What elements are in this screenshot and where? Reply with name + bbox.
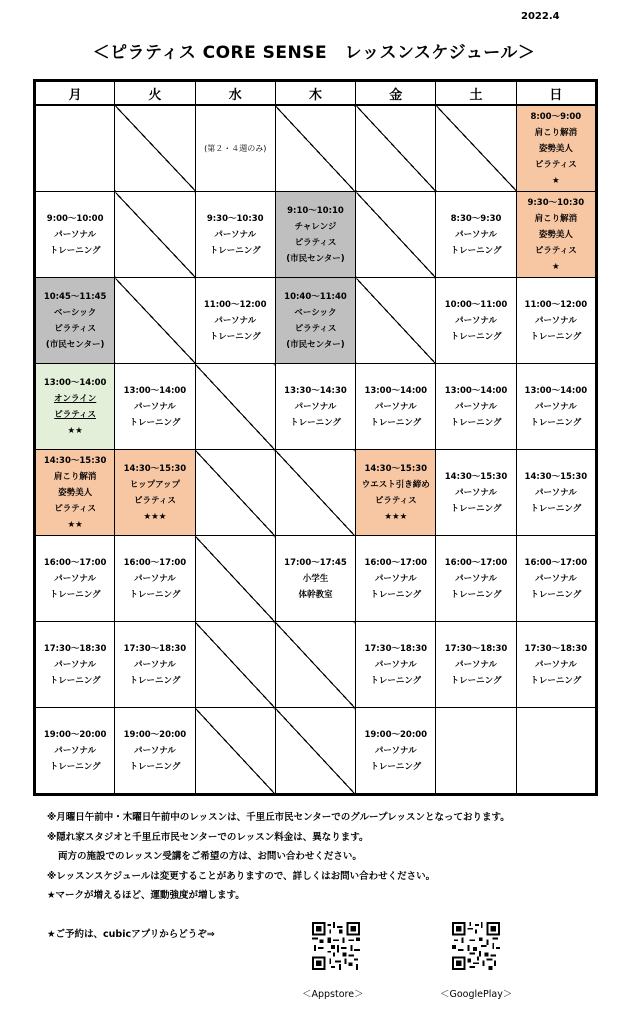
appstore-label: ＜Appstore＞: [302, 989, 364, 1000]
schedule-cell-lesson: [35, 450, 115, 536]
schedule-cell-closed: [195, 536, 275, 622]
lesson-time: 10:40～11:40: [284, 291, 347, 302]
schedule-row: [35, 450, 597, 536]
lesson-name: パーソナル: [294, 401, 337, 412]
page-title: ＜ピラティス CORE SENSE レッスンスケジュール＞: [92, 43, 536, 63]
day-header-mon: 月: [35, 81, 115, 106]
lesson-name: ピラティス: [294, 237, 337, 248]
lesson-time: 17:30～18:30: [444, 643, 508, 654]
lesson-time: 13:00～14:00: [364, 385, 428, 396]
lesson-name: ピラティス: [54, 323, 97, 334]
intensity-stars: ★★: [67, 519, 83, 530]
lesson-time: 9:30～10:30: [206, 213, 264, 224]
schedule-cell-lesson: [436, 622, 516, 708]
lesson-name: トレーニング: [209, 331, 261, 342]
lesson-name: パーソナル: [374, 745, 417, 756]
lesson-name: トレーニング: [129, 675, 181, 686]
lesson-name: パーソナル: [534, 487, 577, 498]
lesson-time: 10:45～11:45: [43, 291, 107, 302]
schedule-cell-lesson: [275, 536, 355, 622]
schedule-cell-lesson: [275, 364, 355, 450]
lesson-time: 19:00～20:00: [43, 729, 107, 740]
schedule-cell-lesson: [356, 536, 436, 622]
lesson-name: パーソナル: [214, 229, 257, 240]
lesson-name: トレーニング: [129, 761, 181, 772]
schedule-cell-lesson: [275, 278, 355, 364]
lesson-time: 19:00～20:00: [123, 729, 187, 740]
schedule-cell-lesson: [115, 622, 195, 708]
lesson-name: ピラティス: [374, 495, 417, 506]
lesson-venue: (市民センター): [286, 253, 345, 264]
intensity-stars: ★★★: [384, 511, 408, 522]
lesson-name: パーソナル: [534, 659, 577, 670]
lesson-name: パーソナル: [134, 659, 176, 670]
schedule-cell-closed: [115, 192, 195, 278]
lesson-name: ピラティス: [534, 245, 577, 256]
note-line: 両方の施設でのレッスン受講をご希望の方は、お問い合わせください。: [58, 851, 362, 862]
lesson-name: パーソナル: [54, 229, 97, 240]
booking-text: ★ご予約は、cubicアプリからどうぞ⇒: [47, 929, 215, 940]
schedule-cell-lesson: [195, 192, 275, 278]
schedule-row: [35, 278, 597, 364]
lesson-name: トレーニング: [450, 675, 502, 686]
lesson-name: パーソナル: [54, 573, 97, 584]
schedule-row: [35, 536, 597, 622]
lesson-name: トレーニング: [450, 589, 502, 600]
schedule-cell-lesson: [35, 278, 115, 364]
schedule-cell-closed: [195, 364, 275, 450]
schedule-cell-lesson: [436, 278, 516, 364]
lesson-venue: (市民センター): [286, 339, 345, 350]
schedule-cell-closed: [195, 450, 275, 536]
schedule-cell-closed: [436, 105, 516, 192]
lesson-time: 14:30～15:30: [364, 463, 428, 474]
day-header-tue: 火: [115, 81, 195, 106]
lesson-time: 9:10～10:10: [287, 205, 344, 216]
schedule-cell-lesson: [35, 622, 115, 708]
note-line: ※レッスンスケジュールは変更することがありますので、詳しくはお問い合わせください。: [47, 870, 436, 882]
schedule-cell-closed: [275, 622, 355, 708]
googleplay-label: ＜GooglePlay＞: [440, 989, 513, 1000]
schedule-cell-lesson: [115, 708, 195, 795]
schedule-cell-lesson: [356, 364, 436, 450]
day-header-fri: 金: [356, 81, 436, 106]
note-line: ※隠れ家スタジオと千里丘市民センターでのレッスン料金は、異なります。: [47, 831, 369, 843]
lesson-name: パーソナル: [534, 315, 577, 326]
lesson-time: 10:00～11:00: [444, 299, 508, 310]
lesson-name: パーソナル: [455, 315, 497, 326]
lesson-time: 16:00～17:00: [43, 557, 107, 568]
notes: [47, 808, 510, 906]
lesson-name: オンライン: [54, 393, 97, 404]
lesson-time: 9:00～10:00: [46, 213, 104, 224]
lesson-time: 16:00～17:00: [524, 557, 588, 568]
schedule-cell-lesson: [516, 622, 596, 708]
schedule-row: [35, 708, 597, 795]
lesson-time: 16:00～17:00: [123, 557, 187, 568]
schedule-cell-lesson: [115, 450, 195, 536]
lesson-name: ヒップアップ: [129, 479, 180, 490]
schedule-cell-closed: [115, 105, 195, 192]
schedule-row: [35, 192, 597, 278]
lesson-name: パーソナル: [134, 401, 176, 412]
lesson-name: ピラティス: [54, 503, 97, 514]
schedule-cell-closed: [275, 450, 355, 536]
schedule-cell-closed: [115, 278, 195, 364]
lesson-time: 8:30～9:30: [450, 213, 502, 224]
schedule-cell-lesson: [356, 450, 436, 536]
lesson-name: トレーニング: [450, 417, 502, 428]
lesson-name: 肩こり解消: [534, 127, 578, 138]
lesson-time: 14:30～15:30: [43, 455, 107, 466]
lesson-time: 16:00～17:00: [444, 557, 508, 568]
lesson-time: 14:30～15:30: [524, 471, 588, 482]
lesson-name: トレーニング: [49, 675, 101, 686]
lesson-name: ピラティス: [294, 323, 337, 334]
lesson-name: トレーニング: [129, 589, 181, 600]
lesson-name: ピラティス: [54, 409, 97, 420]
lesson-name: トレーニング: [530, 503, 582, 514]
schedule-cell-lesson: [115, 536, 195, 622]
schedule-cell-lesson: [436, 364, 516, 450]
lesson-name: 肩こり解消: [534, 213, 578, 224]
day-header-sat: 土: [436, 81, 516, 106]
lesson-time: 14:30～15:30: [123, 463, 187, 474]
lesson-name: パーソナル: [134, 745, 176, 756]
day-header-sun: 日: [516, 81, 596, 106]
schedule-cell-closed: [195, 622, 275, 708]
schedule-cell-lesson: [35, 192, 115, 278]
lesson-name: トレーニング: [370, 675, 422, 686]
lesson-name: パーソナル: [214, 315, 257, 326]
lesson-name: パーソナル: [374, 659, 417, 670]
lesson-name: ピラティス: [534, 159, 577, 170]
document-date: 2022.4: [521, 11, 560, 22]
lesson-time: 17:30～18:30: [364, 643, 428, 654]
lesson-time: 8:00～9:00: [530, 111, 582, 122]
intensity-stars: ★: [552, 261, 560, 272]
lesson-time: 13:30～14:30: [284, 385, 347, 396]
schedule-table: [33, 79, 598, 796]
lesson-name: トレーニング: [530, 589, 582, 600]
note-line: ※月曜日午前中・木曜日午前中のレッスンは、千里丘市民センターでのグループレッスンとなっております。: [47, 812, 510, 823]
schedule-cell-closed: [275, 105, 355, 192]
lesson-name: 小学生: [302, 573, 329, 584]
schedule-cell-lesson: [516, 536, 596, 622]
lesson-name: パーソナル: [455, 573, 497, 584]
lesson-note: (第２・４週のみ): [204, 143, 267, 153]
schedule-cell-closed: [356, 278, 436, 364]
schedule-cell-empty: [35, 105, 115, 192]
note-line: ★マークが増えるほど、運動強度が増します。: [47, 890, 245, 901]
lesson-name: パーソナル: [455, 401, 497, 412]
schedule-cell-lesson: [516, 450, 596, 536]
lesson-name: トレーニング: [209, 245, 261, 256]
lesson-name: トレーニング: [530, 331, 582, 342]
schedule-row: [35, 364, 597, 450]
lesson-name: 姿勢美人: [538, 143, 573, 154]
lesson-name: パーソナル: [534, 401, 577, 412]
lesson-name: パーソナル: [54, 745, 97, 756]
lesson-time: 13:00～14:00: [524, 385, 588, 396]
lesson-name: パーソナル: [374, 573, 417, 584]
lesson-name: パーソナル: [455, 229, 497, 240]
schedule-cell-lesson: [516, 105, 596, 192]
lesson-name: 姿勢美人: [58, 487, 93, 498]
lesson-name: パーソナル: [534, 573, 577, 584]
lesson-name: トレーニング: [450, 331, 502, 342]
schedule-row: [35, 622, 597, 708]
lesson-name: トレーニング: [49, 761, 101, 772]
lesson-time: 13:00～14:00: [123, 385, 187, 396]
schedule-cell-empty: [516, 708, 596, 795]
lesson-time: 11:00～12:00: [524, 299, 588, 310]
schedule-cell-empty: [436, 708, 516, 795]
lesson-time: 17:00～17:45: [284, 557, 347, 568]
schedule-cell-lesson: [516, 192, 596, 278]
lesson-time: 13:00～14:00: [444, 385, 508, 396]
lesson-time: 19:00～20:00: [364, 729, 428, 740]
schedule-cell-closed: [356, 192, 436, 278]
schedule-cell-lesson: [356, 622, 436, 708]
lesson-name: パーソナル: [134, 573, 176, 584]
lesson-name: パーソナル: [54, 659, 97, 670]
lesson-time: 13:00～14:00: [43, 377, 107, 388]
lesson-name: 姿勢美人: [538, 229, 573, 240]
schedule-cell: [195, 105, 275, 192]
schedule-cell-closed: [195, 708, 275, 795]
lesson-name: ベーシック: [54, 307, 97, 318]
lesson-name: パーソナル: [455, 659, 497, 670]
intensity-stars: ★★: [67, 425, 83, 436]
intensity-stars: ★★★: [143, 511, 167, 522]
appstore-qr-code[interactable]: [312, 922, 360, 970]
day-header-thu: 木: [275, 81, 355, 106]
schedule-cell-lesson: [35, 708, 115, 795]
lesson-time: 11:00～12:00: [203, 299, 267, 310]
lesson-name: 体幹教室: [298, 589, 333, 600]
lesson-name: パーソナル: [455, 487, 497, 498]
lesson-name: ベーシック: [294, 307, 337, 318]
lesson-name: トレーニング: [530, 417, 582, 428]
lesson-name: トレーニング: [290, 417, 341, 428]
schedule-row: [35, 105, 597, 192]
lesson-time: 14:30～15:30: [444, 471, 508, 482]
schedule-cell-lesson: [195, 278, 275, 364]
schedule-cell-lesson: [436, 192, 516, 278]
lesson-name: ピラティス: [134, 495, 176, 506]
lesson-name: トレーニング: [370, 589, 422, 600]
lesson-name: パーソナル: [374, 401, 417, 412]
schedule-cell-lesson: [516, 364, 596, 450]
intensity-stars: ★: [552, 175, 560, 186]
schedule-cell-lesson: [35, 364, 115, 450]
googleplay-qr-code[interactable]: [452, 922, 500, 970]
schedule-cell-lesson: [35, 536, 115, 622]
schedule-cell-lesson: [436, 450, 516, 536]
lesson-name: トレーニング: [49, 245, 101, 256]
lesson-name: トレーニング: [370, 761, 422, 772]
lesson-name: トレーニング: [450, 503, 502, 514]
lesson-time: 16:00～17:00: [364, 557, 428, 568]
lesson-name: トレーニング: [49, 589, 101, 600]
lesson-time: 17:30～18:30: [43, 643, 107, 654]
schedule-cell-lesson: [115, 364, 195, 450]
lesson-time: 9:30～10:30: [527, 197, 585, 208]
schedule-cell-lesson: [436, 536, 516, 622]
lesson-time: 17:30～18:30: [123, 643, 187, 654]
lesson-name: トレーニング: [450, 245, 502, 256]
lesson-name: トレーニング: [530, 675, 582, 686]
lesson-name: トレーニング: [129, 417, 181, 428]
schedule-cell-lesson: [516, 278, 596, 364]
schedule-cell-lesson: [356, 708, 436, 795]
day-header-row: [35, 81, 597, 106]
day-header-wed: 水: [195, 81, 275, 106]
lesson-name: ウエスト引き締め: [361, 479, 430, 490]
lesson-name: トレーニング: [370, 417, 422, 428]
lesson-name: 肩こり解消: [53, 471, 97, 482]
lesson-venue: (市民センター): [45, 339, 105, 350]
schedule-cell-lesson: [275, 192, 355, 278]
schedule-cell-closed: [356, 105, 436, 192]
lesson-time: 17:30～18:30: [524, 643, 588, 654]
lesson-name: チャレンジ: [294, 221, 337, 232]
schedule-cell-closed: [275, 708, 355, 795]
